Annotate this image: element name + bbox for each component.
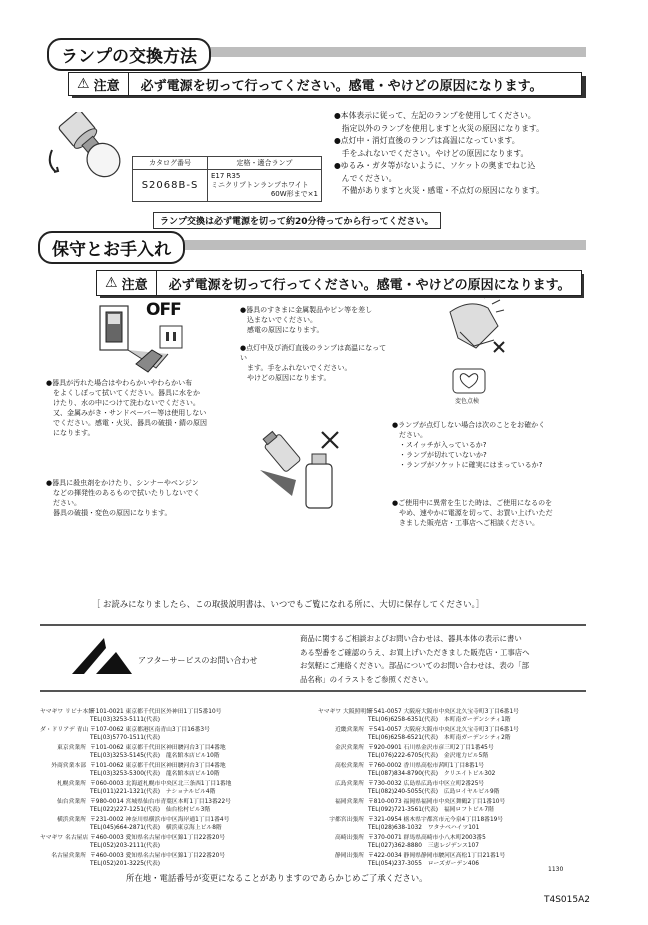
office-entry (318, 708, 519, 724)
office-address: 〒810-0073 福岡県福岡市中央区舞鶴2丁目1番10号 (368, 799, 506, 805)
office-entry (318, 852, 505, 868)
office-address: 〒760-0002 香川県高松市茜町1丁目8番1号 (368, 763, 485, 769)
office-address: 〒231-0002 神奈川県横浜市中区海岸通1丁目1番4号 (90, 817, 230, 823)
office-address: 〒460-0003 愛知県名古屋市中区錦1丁目22番20号 (90, 835, 226, 841)
after-service-logo (70, 634, 134, 678)
office-address: 〒060-0003 北海道札幌市中央区北三条西1丁目1番地 (90, 781, 232, 787)
office-name: 高松営業所 (335, 763, 364, 769)
lamp-not-lit-checks: ●ランプが点灯しない場合は次のことをお確かく ださい。 ・スイッチが入っているか? ・ランプが切れていないか? ・ランプがソケットに確実にはまっているか? (392, 421, 546, 469)
office-address: 〒321-0954 栃木県宇都宮市元今泉4丁目18番19号 (368, 817, 504, 823)
office-name: 近畿営業所 (335, 727, 364, 733)
section1-warning-box (68, 72, 582, 96)
section1-bullets: ●本体表示に従って、左記のランプを使用してください。 指定以外のランプを使用しますと火災の原因になります。 ●点灯中・消灯直後のランプは高温になっています。 手をふれないでください。やけどの原因になります。 ●ゆるみ・ガタ等がないように、ソケットの奥までねじ込 んでください。 不備がありますと火災・感電・不点灯の原因になります。 (334, 111, 544, 195)
office-entry (40, 762, 226, 778)
office-phone: TEL(052)201-3225(代表) (90, 861, 161, 867)
office-name: 横浜営業所 (57, 817, 86, 823)
office-address: 〒730-0032 広島県広島市中区立町2番25号 (368, 781, 485, 787)
office-name: 札幌営業所 (57, 781, 86, 787)
office-phone: TEL(028)638-1032 ワタナベハイツ101 (368, 825, 480, 831)
office-entry (318, 744, 494, 760)
office-name: 福岡営業所 (335, 799, 364, 805)
warning-triangle-icon: ⚠ (77, 76, 90, 92)
office-name: 仙台営業所 (57, 799, 86, 805)
office-address: 〒422-0034 静岡県静岡市駿河区高松1丁目21番1号 (368, 853, 506, 859)
cross-mark-icon (494, 342, 504, 352)
warning-label-2: ⚠ 注意 (97, 271, 157, 295)
office-phone: TEL(082)240-5055(代表) 広島ロイヤルビル9階 (368, 789, 500, 795)
office-name: ヤマギワ 大阪照明館 (318, 709, 373, 715)
office-phone: TEL(03)3253-5111(代表) (90, 717, 161, 723)
office-phone: TEL(022)227-1251(代表) 仙台松村ビル3階 (90, 807, 211, 813)
section2-title: 保守とお手入れ (38, 231, 185, 264)
office-entry (40, 744, 226, 760)
office-entry (318, 726, 519, 742)
office-phone: TEL(045)664-2871(代表) 横浜東京海上ビル8階 (90, 825, 222, 831)
office-name: ダ・ドリアデ 青山 (40, 727, 89, 733)
office-phone: TEL(087)834-8790(代表) クリエイトビル302 (368, 771, 496, 777)
hand-touch-lamp-illustration (440, 292, 520, 362)
office-address: 〒101-0062 東京都千代田区神田駿河台3丁目4番地 (90, 763, 226, 769)
office-phone: TEL(092)721-3561(代表) 福岡ロフトビル7階 (368, 807, 494, 813)
table-catalog-no: S2068B-S (133, 170, 208, 202)
office-address: 〒980-0014 宮城県仙台市青葉区本町1丁目13番22号 (90, 799, 231, 805)
office-name: 宇都宮出張所 (329, 817, 364, 823)
office-name: 静岡出張所 (335, 853, 364, 859)
office-entry (40, 726, 210, 742)
office-phone: TEL(027)362-8880 三恵レジデンス107 (368, 843, 479, 849)
office-entry (318, 762, 495, 778)
office-entry (318, 798, 505, 814)
office-entry (40, 780, 231, 796)
office-name: 東京営業所 (57, 745, 86, 751)
footer-note: 所在地・電話番号が変更になることがありますのであらかじめご了承ください。 (126, 873, 428, 883)
office-name: 金沢営業所 (335, 745, 364, 751)
section1-title: ランプの交換方法 (47, 38, 211, 71)
pin-insertion-warning: ●器具のすきまに金属製品やピン等を差し 込まないでください。 感電の原因になります。 ●点灯中及び消灯直後のランプは高温になってい ます。手をふれないでください。 やけどの原因になります。 (240, 306, 387, 382)
office-phone: TEL(06)6258-6521(代表) 本町南ガーデンシティ2階 (368, 735, 511, 741)
office-phone: TEL(03)3253-5145(代表) 龍名館本店ビル10階 (90, 753, 220, 759)
rotate-arrow-icon (50, 150, 56, 172)
office-address: 〒541-0057 大阪府大阪市中央区北久宝寺町3丁目6番1号 (368, 727, 519, 733)
office-address: 〒460-0003 愛知県名古屋市中区錦1丁目22番20号 (90, 853, 226, 859)
warning-text-2: 必ず電源を切って行ってください。感電・やけどの原因になります。 (168, 277, 571, 293)
cross-mark-icon (322, 432, 338, 448)
abnormal-use-warning: ●ご使用中に異常を生じた時は、ご使用になるのを やめ、速やかに電源を切って、お買い上げいただ きました販売店・工事店へご相談ください。 (392, 499, 553, 527)
office-name: ヤマギワ リビナ本館 (40, 709, 95, 715)
office-phone: TEL(06)6258-6351(代表) 本町南ガーデンシティ1階 (368, 717, 511, 723)
office-name: 高崎出張所 (335, 835, 364, 841)
spray-can-illustration (256, 424, 356, 514)
office-name: 広島営業所 (335, 781, 364, 787)
office-name: ヤマギワ 名古屋店 (40, 835, 89, 841)
table-header-catalog: カタログ番号 (133, 157, 208, 170)
office-address: 〒107-0062 東京都港区南青山3丁目16番3号 (90, 727, 210, 733)
footer-code: 1130 (548, 866, 564, 873)
warning-label: ⚠ 注意 (69, 73, 129, 95)
office-phone: TEL(076)222-6705(代表) 金沢電力ビル5階 (368, 753, 489, 759)
office-entry (40, 816, 229, 832)
office-phone: TEL(054)237-3055 ローズガーデン406 (368, 861, 479, 867)
section2-warning-box (96, 270, 582, 296)
after-service-bottom-rule (40, 690, 586, 692)
after-service-label: アフターサービスのお問い合わせ (138, 656, 258, 665)
after-service-top-rule (40, 624, 586, 626)
office-address: 〒101-0062 東京都千代田区神田駿河台3丁目4番地 (90, 745, 226, 751)
office-entry (40, 798, 231, 814)
office-address: 〒920-0901 石川県金沢市彦三町2丁目1番45号 (368, 745, 494, 751)
off-label: OFF (146, 300, 181, 320)
table-lamp-spec: E17 R35 ミニクリプトンランプホワイト 60W形まで×1 (208, 170, 322, 202)
office-entry (40, 834, 225, 850)
office-entry (40, 852, 225, 868)
office-address: 〒370-0071 群馬県高崎市小八木町2003番5 (368, 835, 486, 841)
keep-manual-note: ［ お読みになりましたら、この取扱説明書は、いつでもご覧になれる所に、大切に保存してください。］ (92, 599, 485, 609)
office-address: 〒101-0021 東京都千代田区外神田1丁目5番10号 (90, 709, 222, 715)
heart-check-icon (452, 368, 486, 394)
office-phone: TEL(03)3253-5300(代表) 龍名館本店ビル10階 (90, 771, 220, 777)
office-name: 名古屋営業所 (51, 853, 86, 859)
office-address: 〒541-0057 大阪府大阪市中央区北久宝寺町3丁目6番1号 (368, 709, 519, 715)
volatile-warning: ●器具に殺虫剤をかけたり、シンナーやベンジン などの揮発性のあるもので拭いたりしないでく ださい。 器具の破損・変色の原因になります。 (46, 479, 200, 517)
document-id: T4S015A2 (544, 895, 590, 905)
cleaning-instructions: ●器具が汚れた場合はやわらかいやわらかい布 をよくしぼって拭いてください。器具に水をか けたり、水の中につけて洗わないでください。 又、金属みがき・サンドペーパー等は使用しない でください。感電・火災、器具の破損・錆の原因 になります。 (46, 379, 207, 437)
office-phone: TEL(011)221-1321(代表) ナショナルビル4階 (90, 789, 216, 795)
office-name: 外商営業本部 (51, 763, 86, 769)
warning-triangle-icon: ⚠ (105, 275, 118, 291)
office-entry (40, 708, 221, 724)
after-service-text: 商品に関するご相談およびお問い合わせは、器具本体の表示に書い ある型番をご確認のうえ、お買上げいただきました販売店・工事店へ お気軽にご連絡ください。部品についてのお問い合わせは、表の「部 品名称」のイラストをご参照ください。 (300, 634, 530, 684)
office-entry (318, 780, 499, 796)
office-phone: TEL(03)5770-1511(代表) (90, 735, 161, 741)
office-entry (318, 834, 486, 850)
lamp-illustration (40, 112, 130, 192)
office-entry (318, 816, 503, 832)
office-phone: TEL(052)203-2111(代表) (90, 843, 161, 849)
lamp-check-label: 変色点検 (455, 398, 480, 405)
table-header-lamp: 定格・適合ランプ (208, 157, 322, 170)
lamp-spec-table (132, 156, 322, 202)
warning-text: 必ず電源を切って行ってください。感電・やけどの原因になります。 (140, 78, 543, 94)
lamp-change-note: ランプ交換は必ず電源を切って約20分待ってから行ってください。 (153, 212, 441, 229)
